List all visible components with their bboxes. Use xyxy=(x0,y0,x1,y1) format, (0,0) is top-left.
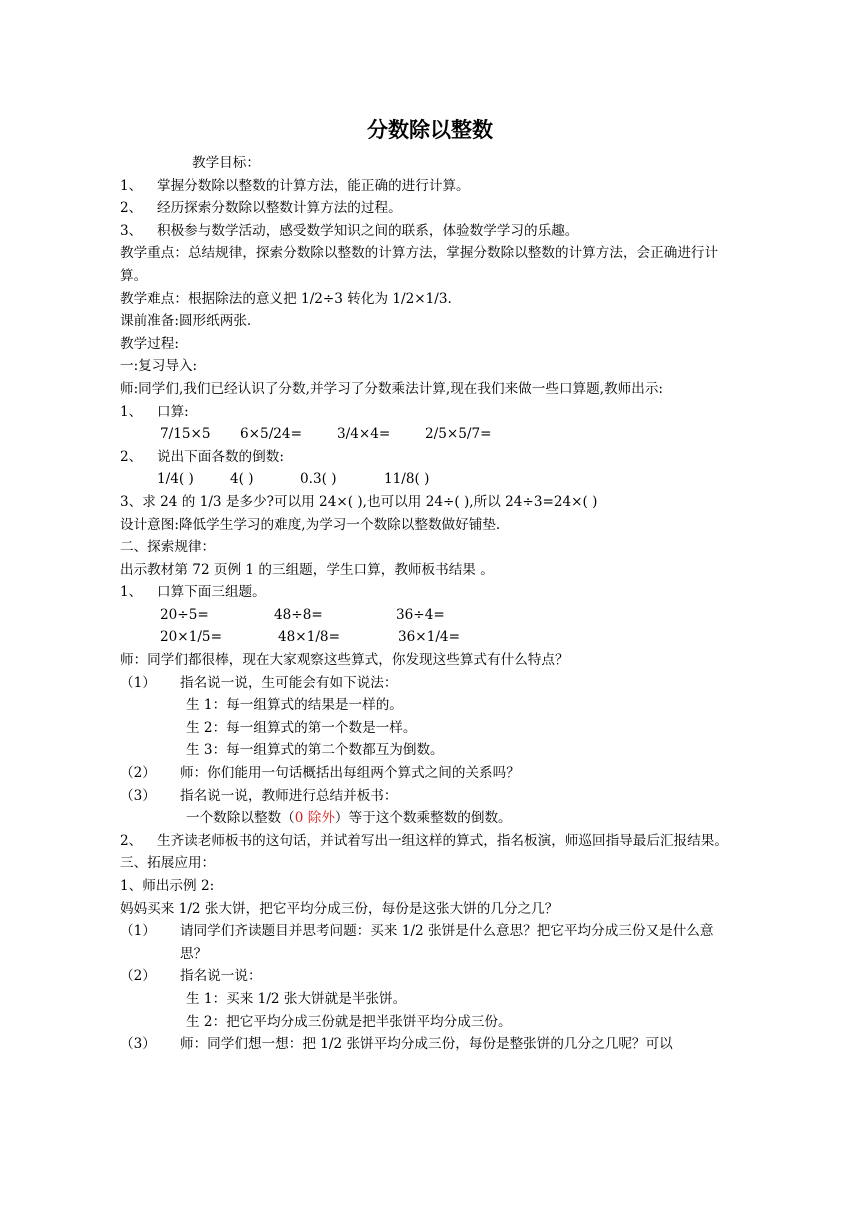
list-number: 2、 xyxy=(120,448,143,465)
preparation: 课前准备:圆形纸两张. xyxy=(120,313,252,330)
oral-question: 6×5/24= xyxy=(240,426,302,443)
rule-exception: 0 除外 xyxy=(294,810,335,827)
step-text: 师：同学们想一想：把 1/2 张饼平均分成三份，每份是整张饼的几分之几呢？可以 xyxy=(180,1036,673,1053)
list-number: （2） xyxy=(120,765,156,782)
example-answer-1: 生 1：买来 1/2 张大饼就是半张饼。 xyxy=(186,990,407,1007)
goal-text: 经历探索分数除以整数计算方法的过程。 xyxy=(157,200,402,217)
calc-item xyxy=(120,581,740,604)
example-answer-2: 生 2：把它平均分成三份就是把半张饼平均分成三份。 xyxy=(186,1013,512,1030)
oral-question: 2/5×5/7= xyxy=(425,426,492,443)
step-3 xyxy=(120,785,740,808)
example-2: 1、师出示例 2: xyxy=(120,878,215,894)
student-answer-2: 生 2：每一组算式的第一个数是一样。 xyxy=(186,719,417,736)
reciprocal-question: 4( ) xyxy=(230,471,254,488)
student-answer-3: 生 3：每一组算式的第二个数都互为倒数。 xyxy=(186,742,444,759)
list-number: 3、 xyxy=(120,222,143,239)
reciprocal-question: 11/8( ) xyxy=(384,471,430,488)
goal-item-1 xyxy=(120,175,740,198)
list-number: （1） xyxy=(120,923,156,940)
goal-text: 积极参与数学活动，感受数学知识之间的联系，体验数学学习的乐趣。 xyxy=(157,222,579,239)
document-body xyxy=(120,152,740,1056)
rule-statement xyxy=(120,807,740,830)
oral-calc-row xyxy=(120,423,740,446)
difficulty: 教学难点：根据除法的意义把 1/2÷3 转化为 1/2×1/3. xyxy=(120,290,452,307)
reciprocal-item xyxy=(120,446,740,469)
read-aloud-text: 生齐读老师板书的这句话，并试着写出一组这样的算式，指名板演，师巡回指导最后汇报结果。 xyxy=(157,832,728,849)
student-answer-1: 生 1：每一组算式的结果是一样的。 xyxy=(186,697,403,714)
design-intent: 设计意图:降低学生学习的难度,为学习一个数除以整数做好铺垫. xyxy=(120,516,501,533)
list-number: 2、 xyxy=(120,200,143,217)
division-question: 36÷4= xyxy=(396,606,445,623)
oral-calc-label: 口算: xyxy=(157,403,189,420)
teacher-intro: 师:同学们,我们已经认识了分数,并学习了分数乘法计算,现在我们来做一些口算题,教师出示: xyxy=(120,380,664,397)
example-step-2 xyxy=(120,965,740,988)
section-1-heading: 一:复习导入: xyxy=(120,358,198,375)
rule-text: ）等于这个数乘整数的倒数。 xyxy=(334,810,512,827)
list-number: 1、 xyxy=(120,584,143,601)
example-step-3 xyxy=(120,1033,740,1056)
goal-heading: 教学目标： xyxy=(192,155,260,171)
step-text: 师：你们能用一句话概括出每组两个算式之间的关系吗？ xyxy=(180,765,520,782)
list-number: （3） xyxy=(120,1036,156,1053)
section-2-heading: 二、探索规律： xyxy=(120,539,216,556)
step-2 xyxy=(120,762,740,785)
step-text: 指名说一说，生可能会有如下说法： xyxy=(180,674,398,691)
oral-question: 3/4×4= xyxy=(337,426,391,443)
rule-text: 一个数除以整数（ xyxy=(186,810,295,827)
teacher-observe: 师：同学们都很棒，现在大家观察这些算式，你发现这些算式有什么特点？ xyxy=(120,652,569,669)
question-3: 3、求 24 的 1/3 是多少?可以用 24×( ),也可以用 24÷( ),所以 24÷3=24×( ) xyxy=(120,493,598,510)
oral-question: 7/15×5 xyxy=(160,426,211,443)
key-point: 教学重点：总结规律，探索分数除以整数的计算方法，掌握分数除以整数的计算方法，会正确进行计算。 xyxy=(120,245,719,284)
page-title: 分数除以整数 xyxy=(367,118,493,142)
goal-item-3 xyxy=(120,220,740,243)
goal-item-2 xyxy=(120,197,740,220)
reciprocal-row xyxy=(120,468,740,491)
section-3-heading: 三、拓展应用： xyxy=(120,855,216,872)
list-number: 1、 xyxy=(120,177,143,194)
list-number: （1） xyxy=(120,674,156,691)
reciprocal-question: 0.3( ) xyxy=(300,471,337,488)
goal-text: 掌握分数除以整数的计算方法，能正确的进行计算。 xyxy=(157,177,470,194)
step-text: 请同学们齐读题目并思考问题：买来 1/2 张饼是什么意思？把它平均分成三份又是什么意思？ xyxy=(180,923,714,962)
oral-calc-item xyxy=(120,401,740,424)
list-number: （2） xyxy=(120,968,156,985)
list-number: 2、 xyxy=(120,832,143,849)
step-text: 指名说一说： xyxy=(180,968,262,985)
multiplication-row xyxy=(120,626,740,649)
division-row xyxy=(120,604,740,627)
multiplication-question: 36×1/4= xyxy=(398,629,460,646)
list-number: 1、 xyxy=(120,403,143,420)
step-1 xyxy=(120,672,740,695)
multiplication-question: 48×1/8= xyxy=(278,629,340,646)
read-aloud-item xyxy=(120,830,740,853)
division-question: 20÷5= xyxy=(160,606,209,623)
calc-label: 口算下面三组题。 xyxy=(157,584,266,601)
division-question: 48÷8= xyxy=(274,606,323,623)
reciprocal-label: 说出下面各数的倒数: xyxy=(157,448,284,465)
reciprocal-question: 1/4( ) xyxy=(157,471,194,488)
example-step-1 xyxy=(120,920,740,965)
multiplication-question: 20×1/5= xyxy=(160,629,222,646)
example-2-problem: 妈妈买来 1/2 张大饼，把它平均分成三份，每份是这张大饼的几分之几？ xyxy=(120,900,559,917)
show-example: 出示教材第 72 页例 1 的三组题，学生口算，教师板书结果 。 xyxy=(120,561,494,578)
step-text: 指名说一说，教师进行总结并板书： xyxy=(180,787,398,804)
process-heading: 教学过程: xyxy=(120,335,179,352)
list-number: （3） xyxy=(120,787,156,804)
